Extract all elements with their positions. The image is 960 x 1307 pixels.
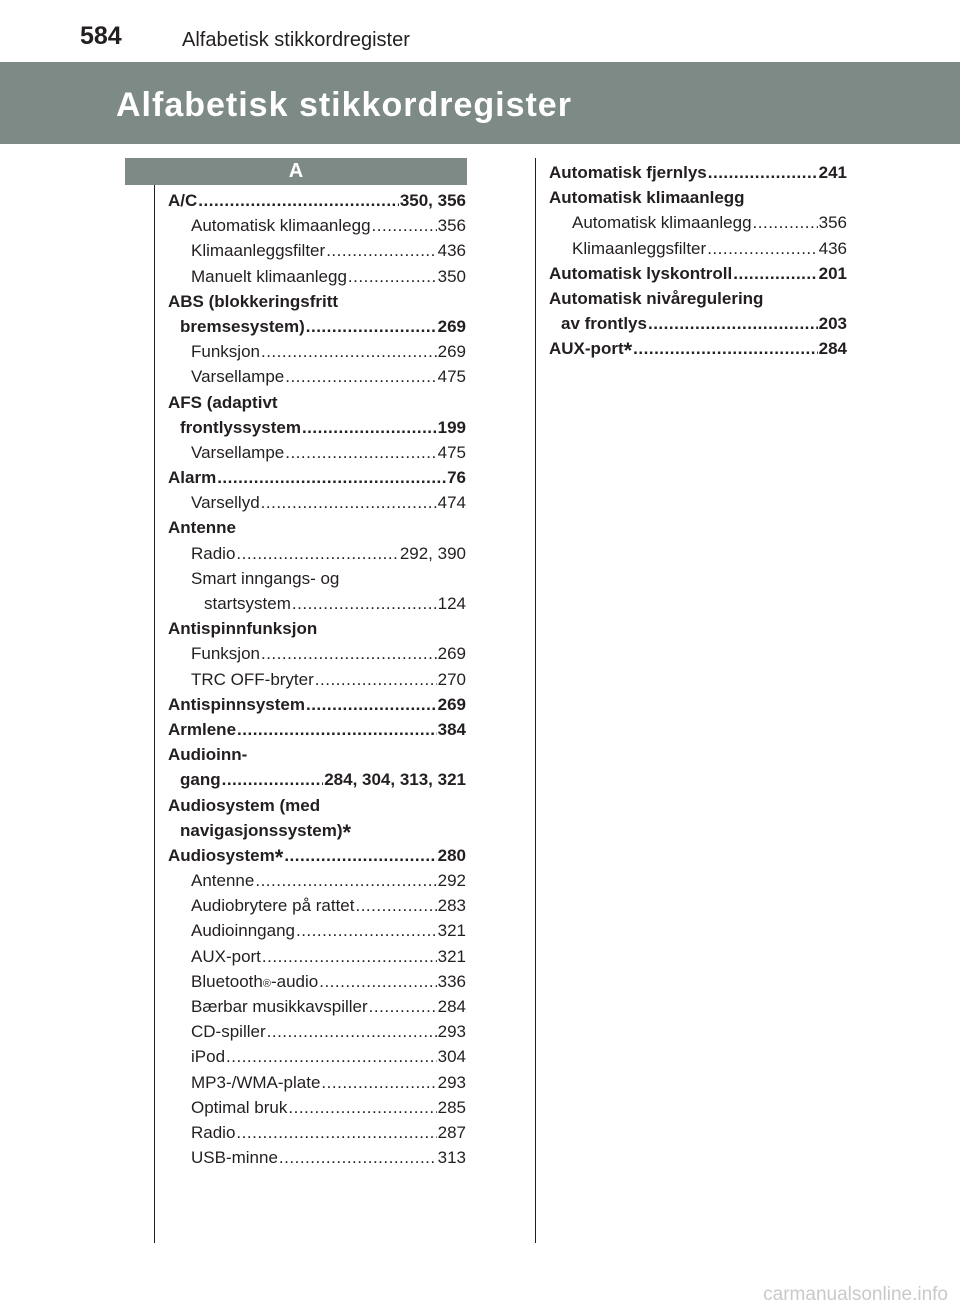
watermark: carmanualsonline.info (763, 1284, 948, 1305)
entry-term: gang (180, 770, 221, 790)
entry-pages: 203 (818, 314, 847, 334)
dot-leader (198, 191, 399, 211)
entry-pages: 436 (818, 238, 847, 258)
dot-leader (261, 644, 437, 664)
index-entry (168, 796, 466, 821)
entry-term: Klimaanleggsfilter (572, 238, 707, 258)
entry-pages: 284 (437, 997, 466, 1016)
entry-term: Alarm (168, 468, 217, 488)
index-entry (549, 163, 847, 188)
entry-pages: 76 (447, 468, 466, 488)
index-entry (168, 695, 466, 720)
index-entry (168, 896, 466, 921)
entry-pages: 269 (437, 342, 466, 362)
dot-leader (284, 846, 436, 866)
entry-term: iPod (191, 1047, 226, 1067)
entry-term: Automatisk fjernlys (549, 163, 707, 182)
entry-pages: 269 (437, 644, 466, 664)
entry-term: CD-spiller (191, 1022, 266, 1042)
entry-term: Optimal bruk (191, 1097, 288, 1117)
dot-leader (733, 264, 817, 284)
entry-term: MP3-/WMA-plate (191, 1072, 321, 1092)
entry-pages: 292, 390 (399, 543, 466, 563)
page-number: 584 (80, 22, 122, 50)
entry-pages: 285 (437, 1097, 466, 1117)
dot-leader (226, 1047, 437, 1067)
entry-pages: 321 (437, 921, 466, 941)
dot-leader (279, 1148, 437, 1168)
dot-leader (648, 314, 818, 334)
index-entry (168, 1148, 466, 1173)
entry-term: Funksjon (191, 342, 260, 362)
entry-term: AFS (adaptivt (168, 392, 278, 412)
entry-term: bremsesystem) (180, 316, 305, 336)
dot-leader (319, 972, 436, 992)
index-entry (168, 770, 466, 795)
index-entry (168, 367, 466, 392)
dot-leader (348, 267, 437, 287)
index-entry (168, 1022, 466, 1047)
entry-pages: 321 (437, 946, 466, 966)
dot-leader (255, 871, 436, 891)
entry-term: Bærbar musikkavspiller (191, 997, 368, 1016)
index-entry (549, 188, 847, 213)
entry-term: Radio (191, 543, 236, 563)
index-entry (168, 1047, 466, 1072)
entry-term: AUX-port (191, 946, 261, 966)
dot-leader (267, 1022, 437, 1042)
dot-leader (315, 670, 437, 690)
entry-pages: 199 (437, 417, 466, 437)
index-entry (168, 569, 466, 594)
entry-pages: 350, 356 (399, 191, 466, 210)
index-entry (168, 619, 466, 644)
index-entry (549, 239, 847, 264)
index-entry (168, 216, 466, 241)
entry-pages: 293 (437, 1022, 466, 1042)
index-entry (168, 720, 466, 745)
dot-leader (288, 1098, 436, 1118)
dot-leader (262, 947, 437, 967)
entry-term: Smart inngangs- og (191, 568, 340, 588)
entry-pages: 293 (437, 1072, 466, 1092)
index-entry (168, 947, 466, 972)
index-entry (168, 644, 466, 669)
index-entry: navigasjonssystem) * (180, 819, 352, 845)
entry-pages: 280 (437, 845, 466, 865)
dot-leader (708, 163, 818, 183)
entry-term: A/C (168, 191, 198, 210)
index-entry (549, 264, 847, 289)
dot-leader (236, 544, 398, 564)
entry-term: USB-minne (191, 1148, 278, 1168)
entry-term: frontlyssystem (180, 417, 301, 437)
entry-term: Antenne (191, 871, 255, 891)
entry-pages: 475 (437, 367, 466, 387)
dot-leader (236, 1123, 436, 1143)
running-head: Alfabetisk stikkordregister (182, 29, 410, 51)
index-entry (168, 594, 466, 619)
entry-term: Bluetooth (191, 971, 263, 991)
entry-term: Audioinngang (191, 921, 295, 941)
dot-leader (306, 317, 437, 337)
dot-leader (355, 896, 436, 916)
page-title: Alfabetisk stikkordregister (116, 86, 572, 124)
entry-pages: 292 (437, 871, 466, 891)
entry-pages: 474 (437, 493, 466, 513)
dot-leader (707, 239, 817, 259)
dot-leader (321, 1073, 436, 1093)
index-entry: Audiosystem * ..... 280 (168, 846, 466, 871)
index-entry (168, 468, 466, 493)
dot-leader (753, 213, 818, 233)
entry-term: Armlene (168, 719, 237, 739)
entry-term: Radio (191, 1122, 236, 1142)
entry-term: Automatisk nivåregulering (549, 288, 764, 308)
entry-pages: 475 (437, 442, 466, 462)
index-entry (168, 1098, 466, 1123)
index-entry (168, 921, 466, 946)
dot-leader (285, 443, 436, 463)
entry-term-suffix: -audio (270, 971, 319, 991)
index-entry (168, 317, 466, 342)
entry-pages: 270 (437, 669, 466, 689)
entry-term: Funksjon (191, 644, 260, 664)
index-entry (168, 871, 466, 896)
entry-term: AUX-port (549, 339, 624, 359)
index-entry: Bluetooth ® -audio ..... 336 (168, 972, 466, 997)
entry-term: Varsellyd (191, 493, 260, 513)
title-banner (0, 65, 960, 144)
entry-pages: 436 (437, 241, 466, 261)
entry-term: TRC OFF-bryter (191, 669, 314, 689)
dot-leader (222, 770, 324, 790)
dot-leader (302, 418, 437, 438)
index-column-right (549, 163, 847, 365)
index-column-left (168, 191, 466, 1173)
entry-term: Automatisk klimaanlegg (191, 216, 371, 236)
index-entry (168, 393, 466, 418)
dot-leader (292, 594, 437, 614)
index-entry (168, 670, 466, 695)
index-entry (168, 518, 466, 543)
entry-term: Varsellampe (191, 442, 285, 462)
entry-pages: 384 (437, 719, 466, 739)
entry-term: Audiosystem (168, 845, 275, 865)
index-entry (168, 745, 466, 770)
entry-term: Antispinnsystem (168, 694, 305, 714)
dot-leader (217, 468, 446, 488)
index-entry (168, 997, 466, 1022)
entry-pages: 336 (437, 971, 466, 991)
entry-pages: 283 (437, 896, 466, 916)
entry-term: Antenne (168, 518, 236, 538)
entry-pages: 356 (818, 213, 847, 233)
entry-term: Manuelt klimaanlegg (191, 266, 347, 286)
entry-term: Automatisk klimaanlegg (572, 213, 752, 233)
entry-term: Klimaanleggsfilter (191, 241, 326, 261)
entry-term: Varsellampe (191, 367, 285, 387)
dot-leader (237, 720, 437, 740)
entry-term: startsystem (204, 594, 291, 613)
entry-pages: 313 (437, 1148, 466, 1168)
index-entry (168, 1123, 466, 1148)
entry-pages: 350 (437, 266, 466, 286)
entry-pages: 287 (437, 1122, 466, 1142)
entry-pages: 269 (437, 316, 466, 336)
dot-leader (326, 241, 436, 261)
entry-term: Antispinnfunksjon (168, 619, 318, 639)
dot-leader (296, 921, 437, 941)
dot-leader (369, 997, 437, 1017)
index-entry: AUX-port * ..... 284 (549, 339, 847, 364)
index-entry (168, 418, 466, 443)
index-entry (168, 493, 466, 518)
left-column-rule (154, 185, 155, 1243)
dot-leader (261, 342, 437, 362)
dot-leader (306, 695, 437, 715)
index-entry (168, 267, 466, 292)
index-entry (549, 289, 847, 314)
index-entry (168, 1073, 466, 1098)
entry-term: av frontlys (561, 314, 647, 334)
entry-term: Audiobrytere på rattet (191, 896, 355, 916)
entry-pages: 304 (437, 1047, 466, 1067)
dot-leader (285, 367, 436, 387)
entry-pages: 356 (437, 216, 466, 236)
entry-pages: 269 (437, 694, 466, 714)
index-entry (168, 191, 466, 216)
index-entry (168, 443, 466, 468)
entry-pages: 201 (818, 263, 847, 283)
dot-leader (261, 493, 437, 513)
dot-leader (372, 216, 437, 236)
entry-term: Audiosystem (med (168, 795, 321, 815)
entry-term: Audioinn- (168, 745, 248, 765)
entry-term: ABS (blokkeringsfritt (168, 291, 339, 311)
entry-pages: 124 (437, 594, 466, 613)
entry-term: Automatisk klimaanlegg (549, 188, 745, 208)
index-entry (168, 342, 466, 367)
entry-pages: 241 (818, 163, 847, 182)
index-entry (168, 544, 466, 569)
section-letter-header: A (125, 158, 467, 185)
entry-term: Automatisk lyskontroll (549, 263, 733, 283)
column-divider (535, 158, 536, 1243)
dot-leader (633, 339, 817, 359)
index-entry (549, 314, 847, 339)
entry-term: navigasjonssystem) (180, 820, 343, 840)
index-entry (168, 241, 466, 266)
entry-pages: 284, 304, 313, 321 (324, 770, 466, 790)
entry-pages: 284 (818, 339, 847, 359)
index-entry (168, 292, 466, 317)
page-header (0, 0, 960, 62)
index-entry (549, 213, 847, 238)
